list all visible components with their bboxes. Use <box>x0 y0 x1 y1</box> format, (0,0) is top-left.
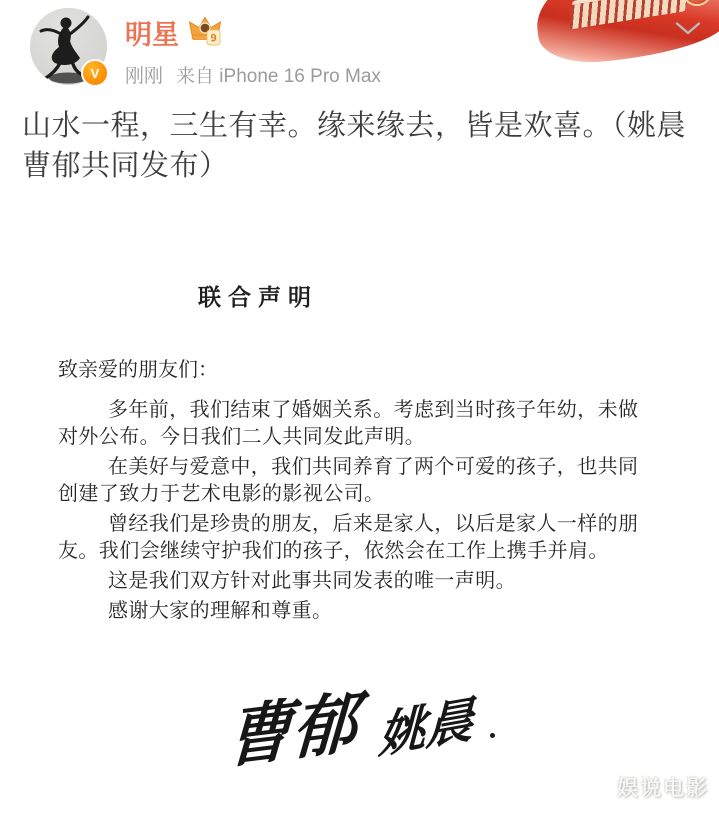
statement-title: 联合声明 <box>198 284 318 311</box>
vip-crown-icon[interactable] <box>187 14 223 51</box>
chevron-down-icon[interactable] <box>673 20 703 40</box>
statement-image[interactable] <box>0 279 658 778</box>
signature-dot <box>490 733 495 738</box>
statement-paragraph: 这是我们双方针对此事共同发表的唯一声明。 <box>108 568 516 592</box>
post-text-line: 曹郁共同发布） <box>22 150 229 182</box>
post-meta <box>125 61 381 88</box>
vip-level-number: 9 <box>210 32 217 45</box>
statement-salutation: 致亲爱的朋友们： <box>58 357 218 381</box>
post-header <box>0 0 719 88</box>
signature-caoyu: 曹郁 <box>224 682 360 778</box>
watermark: 娱说电影 <box>617 777 709 800</box>
statement-paragraph: 多年前，我们结束了婚姻关系。考虑到当时孩子年幼，未做对外公布。今日我们二人共同发此声明。 <box>58 397 639 448</box>
post-text-line: 山水一程，三生有幸。缘来缘去，皆是欢喜。（姚晨 <box>22 110 687 142</box>
user-block <box>125 8 381 88</box>
signature-handwritten <box>224 654 658 778</box>
statement-paragraph: 在美好与爱意中，我们共同养育了两个可爱的孩子，也共同创建了致力于艺术电影的影视公司。 <box>58 454 639 505</box>
username[interactable]: 明星 <box>125 20 179 50</box>
post-source[interactable]: 来自 iPhone 16 Pro Max <box>176 66 381 87</box>
statement-paragraph: 感谢大家的理解和尊重。 <box>108 598 333 622</box>
signature-yaochen: 姚晨 <box>377 691 475 766</box>
statement-paragraph: 曾经我们是珍贵的朋友，后来是家人，以后是家人一样的朋友。我们会继续守护我们的孩子，依然会在工作上携手并肩。 <box>58 511 639 562</box>
verified-v-badge-icon: V <box>81 59 109 87</box>
avatar[interactable] <box>30 8 107 85</box>
timestamp[interactable]: 刚刚 <box>125 66 164 87</box>
post-text <box>22 106 697 186</box>
